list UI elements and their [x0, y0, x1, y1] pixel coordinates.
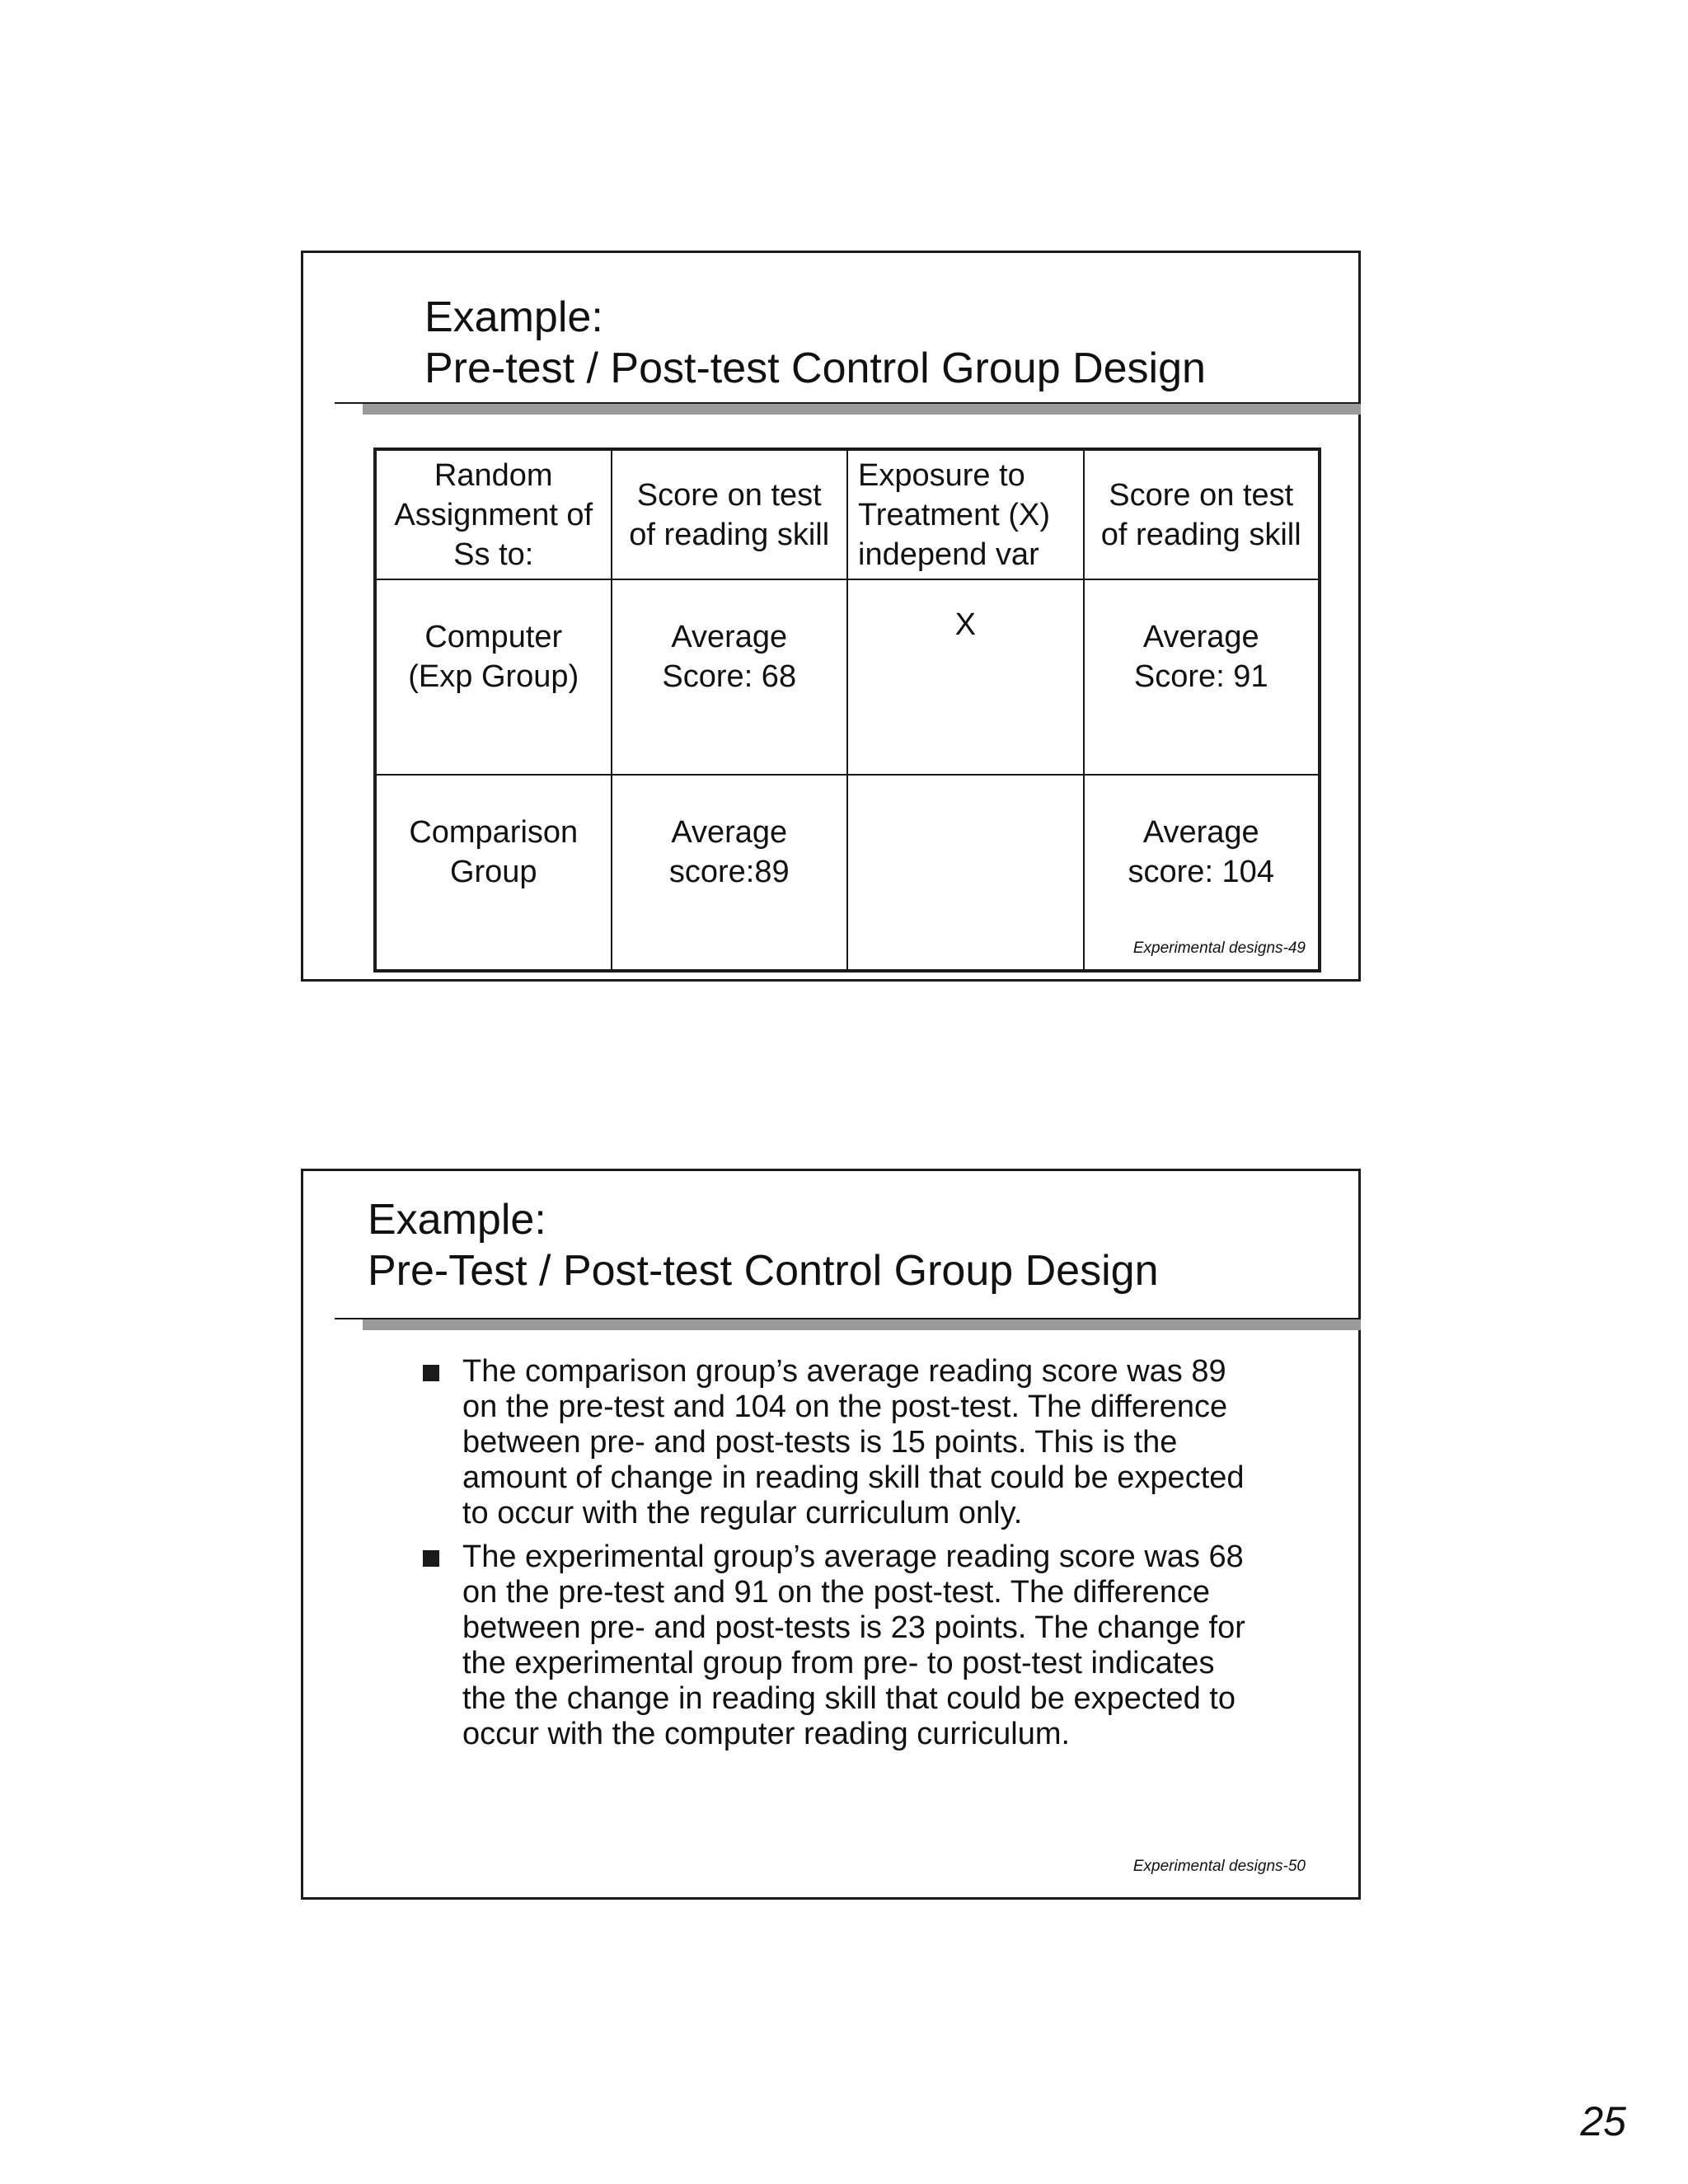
table-cell: Average Score: 68 — [612, 579, 848, 775]
header-cell: Score on test of reading skill — [1084, 449, 1320, 579]
slide-49 — [301, 251, 1361, 982]
bullet-list — [423, 1354, 1264, 1760]
list-item — [423, 1540, 1264, 1752]
table-header-row — [375, 449, 1320, 579]
table-cell: Computer (Exp Group) — [375, 579, 612, 775]
table-cell: Average score: 104 — [1084, 775, 1320, 971]
slide-title-line1: Example: — [424, 293, 603, 341]
slide-title — [368, 1194, 1159, 1296]
table-cell: Average score:89 — [612, 775, 848, 971]
header-cell: Random Assignment of Ss to: — [375, 449, 612, 579]
table-cell: X — [847, 579, 1084, 775]
table-row — [375, 579, 1320, 775]
header-cell: Score on test of reading skill — [612, 449, 848, 579]
table-cell: Comparison Group — [375, 775, 612, 971]
slide-50 — [301, 1169, 1361, 1900]
table-cell: Average Score: 91 — [1084, 579, 1320, 775]
page-number: 25 — [1580, 2098, 1626, 2144]
table-cell — [847, 775, 1084, 971]
title-bar — [363, 404, 1361, 415]
slide-title-line2: Pre-test / Post-test Control Group Design — [424, 344, 1206, 392]
square-bullet-icon — [423, 1550, 439, 1567]
title-bar — [363, 1319, 1361, 1330]
slide-title — [424, 292, 1206, 394]
bullet-text: The experimental group’s average reading score was 68 on the pre-test and 91 on the post-test. The difference between pre- and post-tests is 23 points. The change for the experimental group from pre- to post-test indicates the the change in reading skill that could be expected to occur with the computer reading curriculum. — [462, 1540, 1245, 1751]
slide-footer: Experimental designs-49 — [1132, 940, 1306, 957]
square-bullet-icon — [423, 1365, 439, 1381]
slide-title-line2: Pre-Test / Post-test Control Group Design — [368, 1247, 1159, 1295]
list-item — [423, 1354, 1264, 1531]
header-cell: Exposure to Treatment (X) independ var — [847, 449, 1084, 579]
slide-title-line1: Example: — [368, 1196, 546, 1244]
bullet-text: The comparison group’s average reading score was 89 on the pre-test and 104 on the post-test. The difference between pre- and post-tests is 15 points. This is the amount of change in reading skill that could be expected to occur with the regular curriculum only. — [462, 1354, 1245, 1530]
design-table — [373, 448, 1321, 972]
slide-footer: Experimental designs-50 — [1132, 1858, 1306, 1875]
